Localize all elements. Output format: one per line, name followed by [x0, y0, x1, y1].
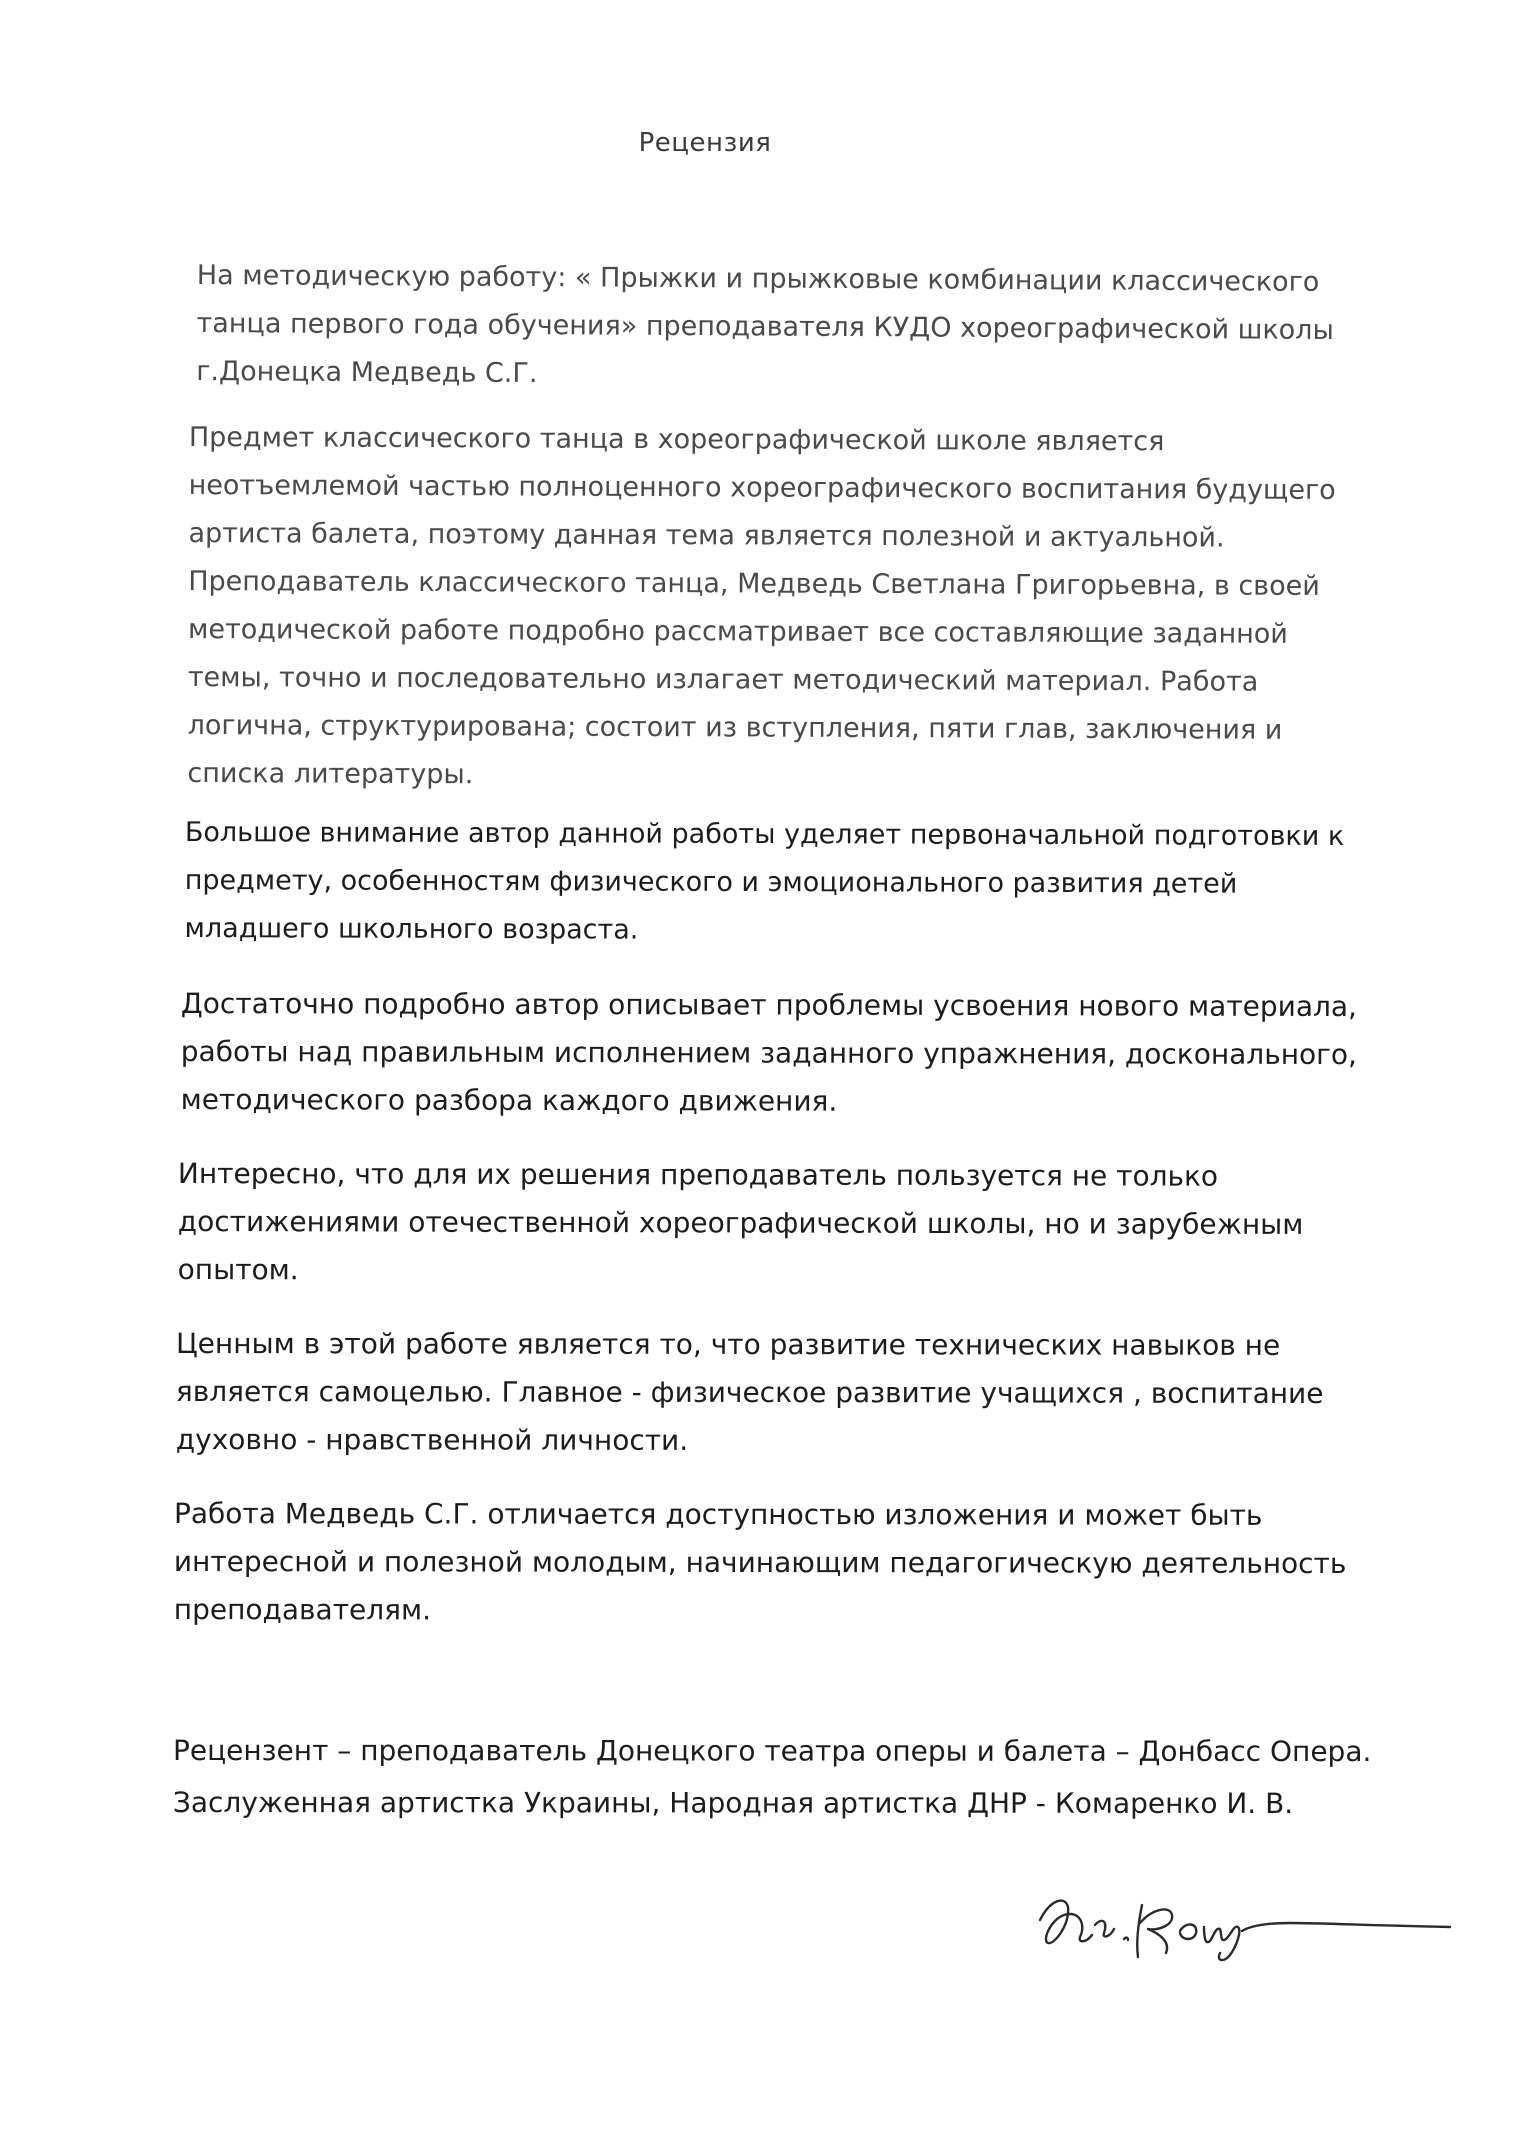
reviewer-block	[173, 1725, 1423, 1830]
text-line: темы, точно и последовательно излагает методический материал. Работа	[187, 661, 1259, 698]
document-title: Рецензия	[638, 128, 772, 158]
text-line: неотъемлемой частью полноценного хореографического воспитания будущего	[188, 469, 1336, 507]
text-line: Преподаватель классического танца, Медведь Светлана Григорьевна, в своей	[188, 565, 1320, 602]
text-line: танца первого года обучения» преподавателя КУДО хореографической школы	[196, 307, 1334, 346]
text-line: работы над правильным исполнением заданного упражнения, досконального,	[180, 1034, 1357, 1072]
text-line: является самоцелью. Главное - физическое развитие учащихся , воспитание	[175, 1374, 1324, 1411]
text-line: методической работе подробно рассматривает все составляющие заданной	[187, 613, 1288, 650]
text-line: артиста балета, поэтому данная тема является полезной и актуальной.	[188, 517, 1225, 554]
paragraph-preparation	[184, 809, 1364, 957]
text-line: младшего школьного возраста.	[184, 912, 639, 946]
text-line: логична, структурирована; состоит из вступления, пяти глав, заключения и	[187, 709, 1283, 746]
text-line: преподавателям.	[173, 1592, 432, 1627]
text-line: списка литературы.	[187, 757, 474, 791]
text-line: На методическую работу: « Прыжки и прыжковые комбинации классического	[196, 259, 1320, 298]
paragraph-subject	[196, 252, 1377, 403]
paragraph-value	[176, 1320, 1356, 1466]
text-line: методического разбора каждого движения.	[180, 1082, 838, 1118]
reviewer-line: Рецензент – преподаватель Донецкого театра оперы и балета – Донбасс Опера.	[172, 1734, 1372, 1769]
paragraph-relevance	[187, 414, 1369, 803]
handwritten-signature	[1020, 1865, 1460, 1975]
reviewer-credentials: Заслуженная артистка Украины, Народная артистка ДНР - Комаренко И. В.	[172, 1786, 1294, 1820]
text-line: Интересно, что для их решения преподаватель пользуется не только	[177, 1157, 1219, 1193]
text-line: духовно - нравственной личности.	[175, 1422, 689, 1457]
text-line: Большое внимание автор данной работы уделяет первоначальной подготовки к	[184, 816, 1345, 853]
text-line: Работа Медведь С.Г. отличается доступностью изложения и может быть	[173, 1497, 1263, 1532]
text-line: опытом.	[177, 1252, 299, 1287]
paragraph-problems	[181, 980, 1361, 1127]
text-line: Достаточно подробно автор описывает проблемы усвоения нового материала,	[180, 987, 1358, 1024]
text-line: г.Донецка Медведь С.Г.	[196, 355, 538, 390]
text-line: достижениями отечественной хореографической школы, но и зарубежным	[177, 1204, 1304, 1241]
text-line: предмету, особенностям физического и эмоционального развития детей	[184, 864, 1238, 900]
paragraph-conclusion	[174, 1490, 1354, 1636]
text-line: интересной и полезной молодым, начинающим педагогическую деятельность	[173, 1544, 1347, 1581]
paragraph-experience	[178, 1150, 1358, 1297]
text-line: Ценным в этой работе является то, что развитие технических навыков не	[175, 1327, 1281, 1362]
text-line: Предмет классического танца в хореографической школе является	[188, 421, 1165, 458]
